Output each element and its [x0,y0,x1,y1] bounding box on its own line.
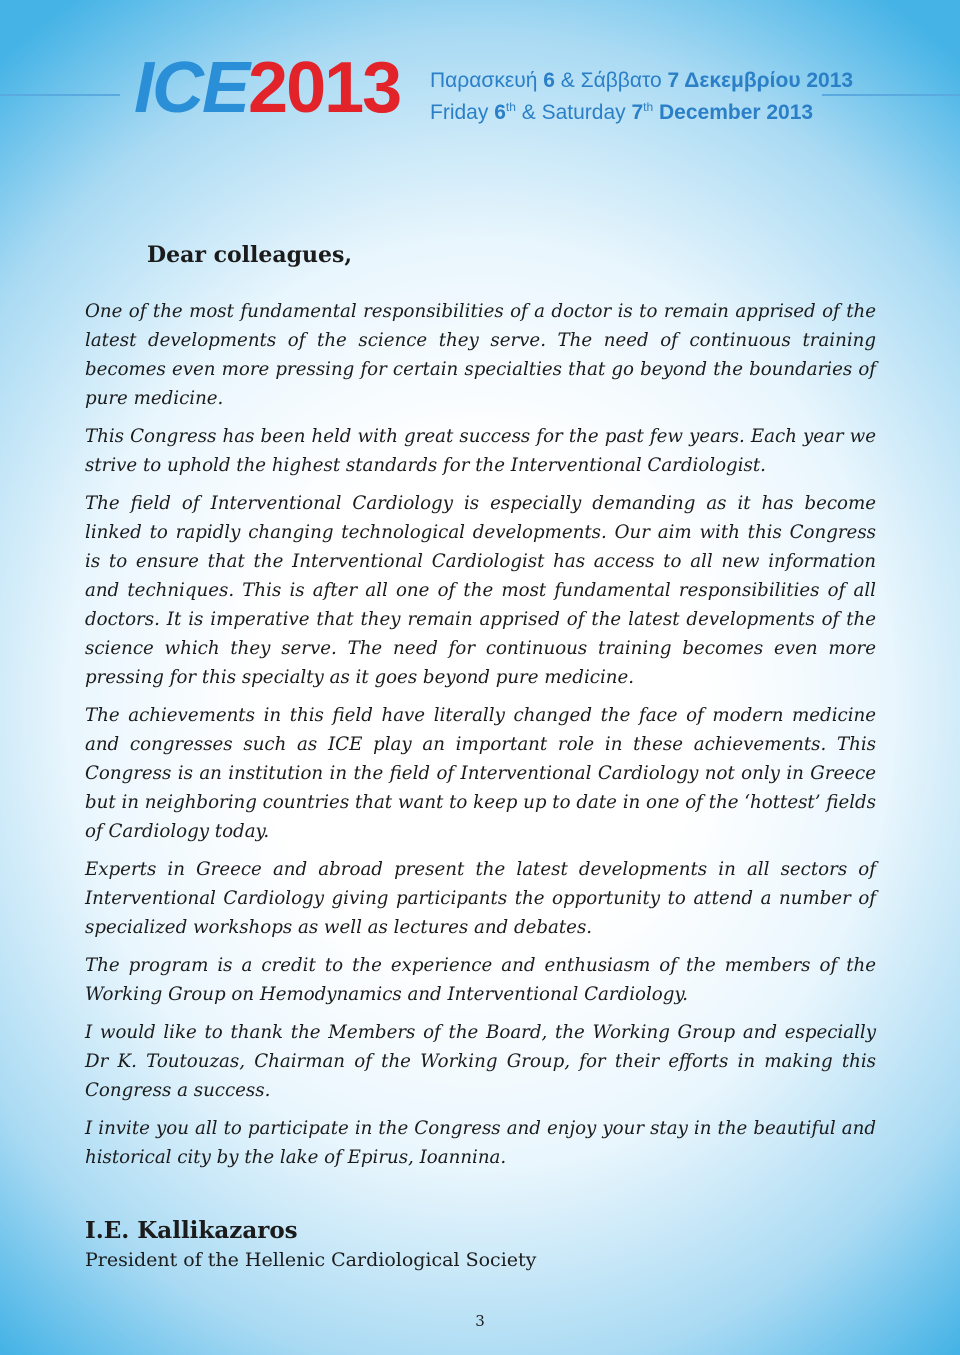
letter-paragraph: The field of Interventional Cardiology is especially demanding as it has become linked to rapidly changing technological developments. Our aim with this Congress is to ensure that the Interventional Cardiologist has access to all new information and techniques. This is after all one of the most fundamental responsibilities of all doctors. It is imperative that they remain apprised of the latest developments of the science which they serve. The need for continuous training becomes even more pressing for this specialty as it goes beyond pure medicine. [85,493,876,688]
header-banner [0,0,960,130]
dates-english: Friday 6th & Saturday 7th December 2013 [430,100,814,124]
letter-paragraph: The achievements in this field have literally changed the face of modern medicine and congresses such as ICE play an important role in these achievements. This Congress is an institution in the field of Interventional Cardiology not only in Greece but in neighboring countries that want to keep up to date in one of the ‘hottest’ fields of Cardiology today. [85,705,876,842]
letter-body [85,297,876,1181]
letter-paragraph: One of the most fundamental responsibilities of a doctor is to remain apprised of the latest developments of the science they serve. The need of continuous training becomes even more pressing for certain specialties that go beyond the boundaries of pure medicine. [85,301,876,409]
header-rule-right [822,94,960,96]
ice-2013-logo [134,48,401,128]
letter-paragraph: This Congress has been held with great success for the past few years. Each year we strive to uphold the highest standards for the Interventional Cardiologist. [85,426,876,476]
letter-paragraph: Experts in Greece and abroad present the latest developments in all sectors of Interventional Cardiology giving participants the opportunity to attend a number of specialized workshops as well as lectures and debates. [85,859,876,938]
dates-greek: Παρασκευή 6 & Σάββατο 7 Δεκεμβρίου 2013 [430,69,854,92]
signature-title: President of the Hellenic Cardiological Society [85,1249,537,1271]
page-number: 3 [475,1312,485,1330]
logo-year-text: 2013 [248,48,401,128]
letter-greeting: Dear colleagues, [147,242,353,268]
letter-paragraph: The program is a credit to the experience and enthusiasm of the members of the Working Group on Hemodynamics and Interventional Cardiology. [85,955,876,1005]
logo-ice-text: ICE [134,48,249,128]
event-dates [430,68,853,126]
signature-name: I.E. Kallikazaros [85,1217,298,1244]
letter-paragraph: I would like to thank the Members of the Board, the Working Group and especially Dr K. Toutouzas, Chairman of the Working Group, for their efforts in making this Congress a success. [85,1022,876,1101]
header-rule-left [0,94,120,96]
letter-paragraph: I invite you all to participate in the Congress and enjoy your stay in the beautiful and historical city by the lake of Epirus, Ioannina. [85,1118,876,1168]
